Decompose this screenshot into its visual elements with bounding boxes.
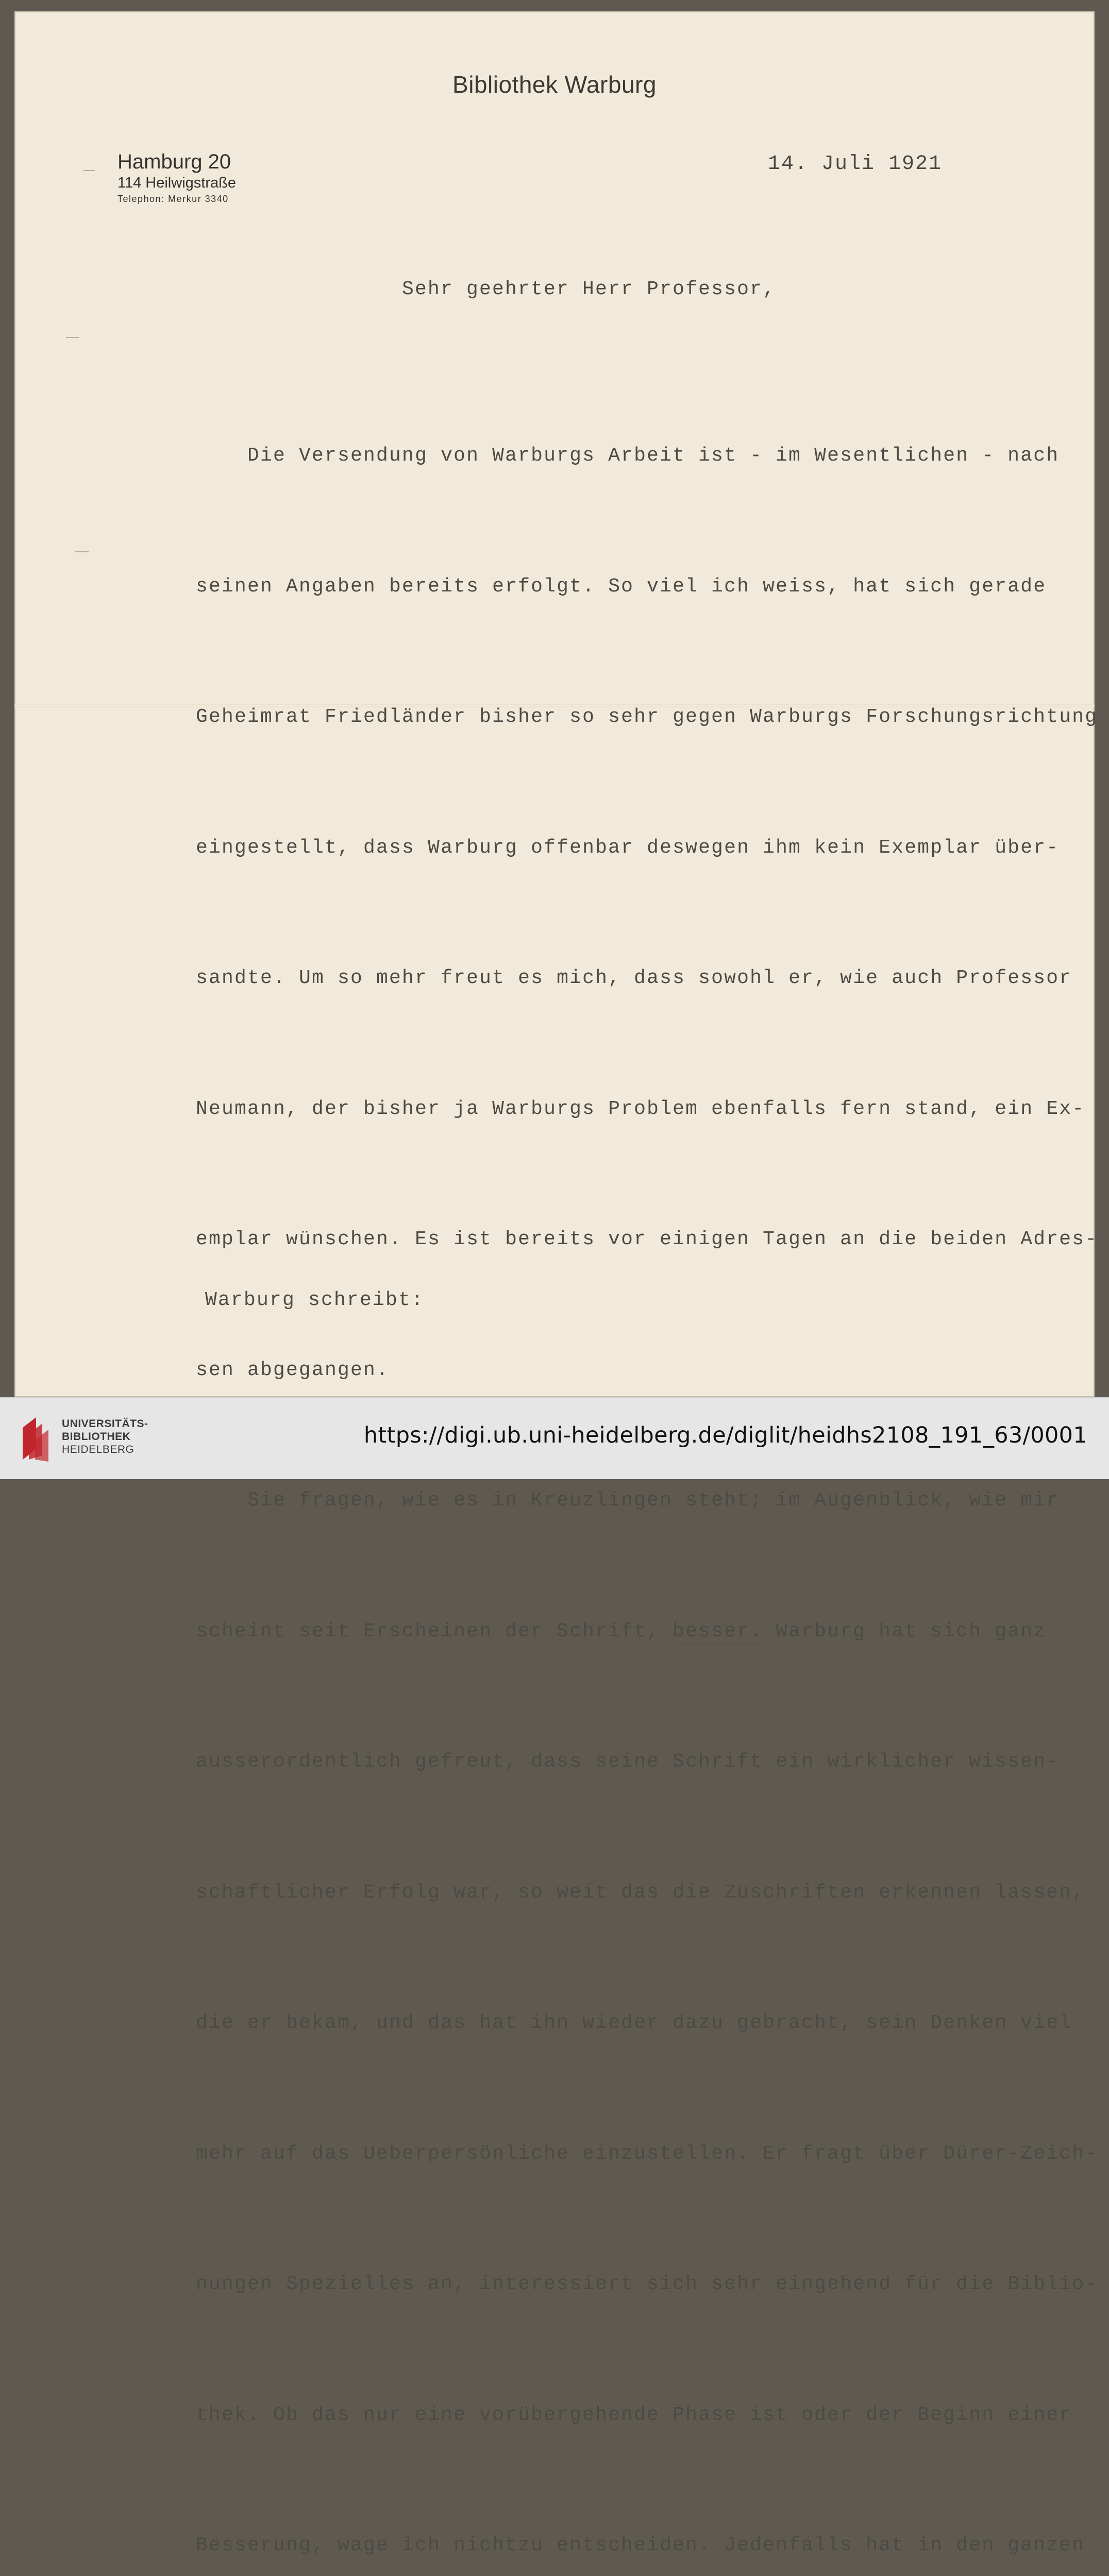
- body-line: Geheimrat Friedländer bisher so sehr gegen Warburgs Forschungsrichtung: [196, 706, 1098, 728]
- body-line: Neumann, der bisher ja Warburgs Problem ebenfalls fern stand, ein Ex-: [196, 1097, 1085, 1120]
- logo-line: HEIDELBERG: [62, 1444, 135, 1455]
- body-line: Besserung, wage ich nichtzu entscheiden. Jedenfalls hat in den ganzen: [196, 2534, 1085, 2556]
- salutation: Sehr geehrter Herr Professor,: [402, 278, 776, 300]
- body-line-underlined: [196, 1610, 1109, 1654]
- body-line: schaftlicher Erfolg war, so weit das die Zuschriften erkennen lassen,: [196, 1881, 1085, 1904]
- underlined-word: besser.: [673, 1620, 763, 1644]
- body-line: ausserordentlich gefreut, dass seine Schrift ein wirklicher wissen-: [196, 1751, 1060, 1773]
- letterhead-address: [117, 149, 236, 206]
- body-line: eingestellt, dass Warburg offenbar deswegen ihm kein Exemplar über-: [196, 836, 1060, 859]
- closing-line: Warburg schreibt:: [205, 1289, 425, 1311]
- body-line: mehr auf das Ueberpersönliche einzustellen. Er fragt über Dürer-Zeich-: [196, 2142, 1098, 2165]
- body-text-fragment: scheint seit Erscheinen der Schrift,: [196, 1620, 673, 1642]
- edge-mark: [75, 551, 89, 552]
- letterhead-title: Bibliothek Warburg: [452, 71, 657, 98]
- body-line: Sie fragen, wie es in Kreuzlingen steht; im Augenblick, wie mir: [196, 1489, 1060, 1512]
- body-line: sen abgegangen.: [196, 1359, 390, 1381]
- address-phone: Telephon: Merkur 3340: [117, 194, 229, 204]
- permalink-url[interactable]: https://digi.ub.uni-heidelberg.de/diglit/heidhs2108_191_63/0001: [363, 1422, 1087, 1448]
- body-line: emplar wünschen. Es ist bereits vor einigen Tagen an die beiden Adres-: [196, 1228, 1098, 1250]
- edge-mark: [66, 337, 79, 338]
- body-line: nungen Spezielles an, interessiert sich sehr eingehend für die Biblio-: [196, 2273, 1098, 2295]
- address-street: 114 Heilwigstraße: [117, 175, 236, 191]
- viewer-footer: [0, 1397, 1109, 1479]
- body-line: die er bekam, und das hat ihn wieder dazu gebracht, sein Denken viel: [196, 2012, 1072, 2034]
- body-line: sandte. Um so mehr freut es mich, dass sowohl er, wie auch Professor: [196, 967, 1072, 989]
- logo-line: BIBLIOTHEK: [62, 1431, 131, 1443]
- body-line: thek. Ob das nur eine vorübergehende Phase ist oder der Beginn einer: [196, 2403, 1072, 2426]
- library-logo-text: [62, 1417, 148, 1456]
- logo-line: UNIVERSITÄTS-: [62, 1418, 148, 1430]
- letter-date: 14. Juli 1921: [768, 152, 943, 176]
- body-text-fragment: Warburg hat sich ganz: [763, 1620, 1047, 1642]
- body-line: seinen Angaben bereits erfolgt. So viel ich weiss, hat sich gerade: [196, 575, 1047, 598]
- library-logo-icon: [19, 1414, 56, 1462]
- body-line: Die Versendung von Warburgs Arbeit ist - im Wesentlichen - nach: [196, 445, 1060, 467]
- edge-mark: [83, 170, 95, 171]
- address-city: Hamburg 20: [117, 150, 231, 173]
